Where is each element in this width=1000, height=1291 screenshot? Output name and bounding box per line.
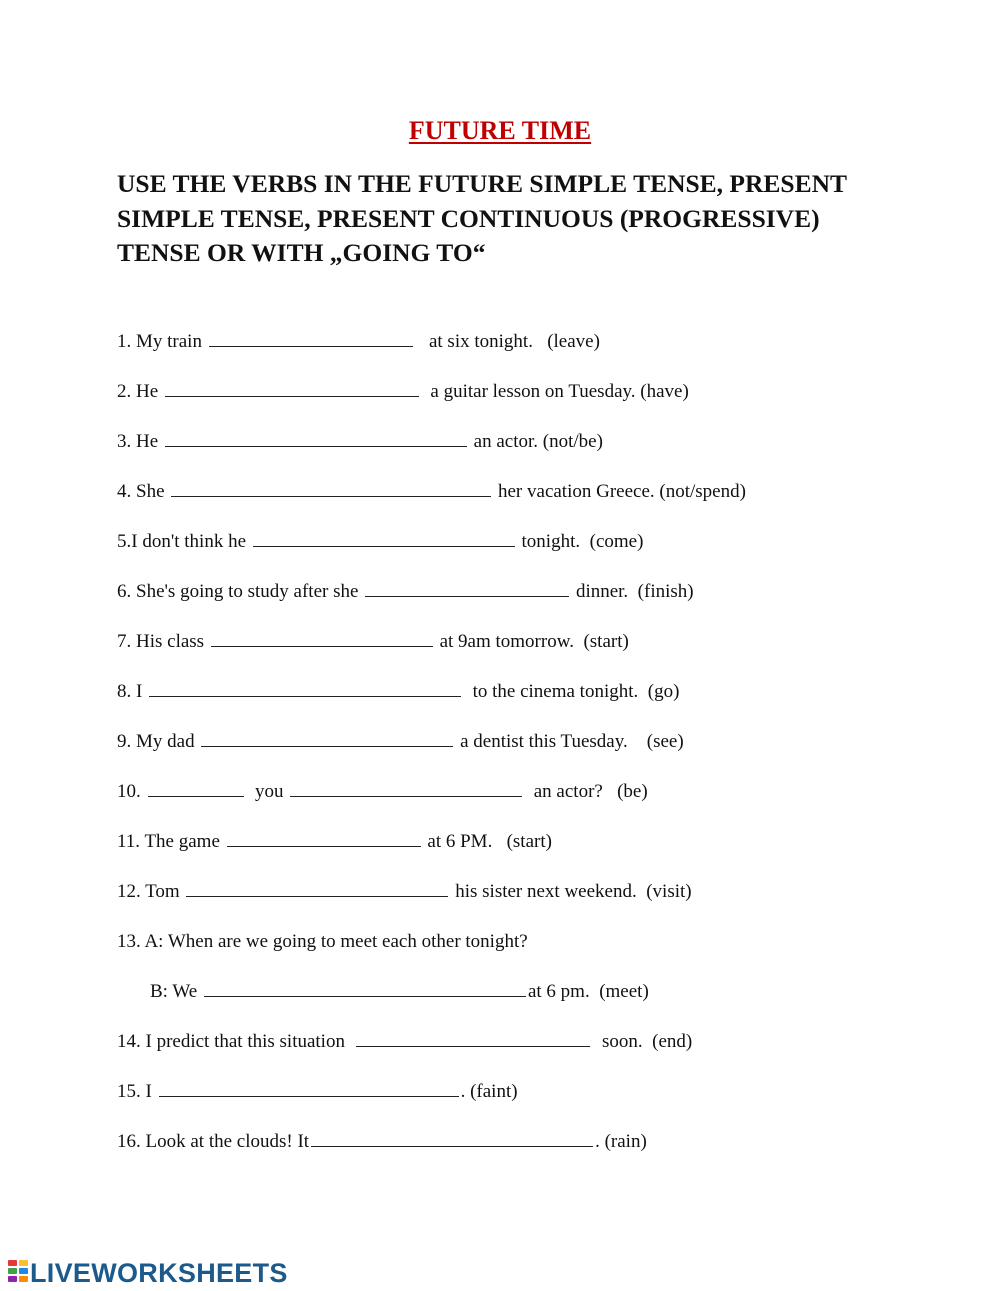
worksheet-title: FUTURE TIME: [408, 116, 592, 145]
exercise-12-blank[interactable]: [186, 882, 448, 897]
exercise-4-text-after: her vacation Greece. (not/spend): [493, 481, 746, 502]
exercise-13-answer: [150, 980, 649, 1004]
exercise-5: [117, 530, 643, 554]
exercise-2: [117, 380, 689, 404]
exercise-14-text-after: soon. (end): [592, 1031, 693, 1052]
exercise-12: [117, 880, 692, 904]
instructions: USE THE VERBS IN THE FUTURE SIMPLE TENSE, PRESENT SIMPLE TENSE, PRESENT CONTINUOUS (PROGRESSIVE) TENSE OR WITH „GOING TO“: [117, 169, 847, 267]
exercise-15-text-after: . (faint): [460, 1081, 518, 1102]
exercise-3-text-before: 3. He: [117, 431, 163, 452]
exercise-9-blank[interactable]: [201, 732, 453, 747]
exercise-1-blank[interactable]: [209, 332, 413, 347]
exercise-10-blank-1[interactable]: [148, 782, 244, 797]
exercise-5-text-after: tonight. (come): [516, 531, 644, 552]
exercise-7-text-before: 7. His class: [117, 631, 209, 652]
exercise-12-text-before: 12. Tom: [117, 881, 185, 902]
exercise-8-blank[interactable]: [149, 682, 461, 697]
exercise-5-text-before: 5.I don't think he: [117, 531, 251, 552]
exercise-16: [117, 1130, 647, 1154]
liveworksheets-logo-icon: [8, 1260, 28, 1286]
exercise-14-blank[interactable]: [356, 1032, 590, 1047]
exercise-8-text-before: 8. I: [117, 681, 148, 702]
exercise-13b-text-after: at 6 pm. (meet): [527, 981, 649, 1002]
exercise-4-blank[interactable]: [171, 482, 491, 497]
exercise-11-text-after: at 6 PM. (start): [422, 831, 552, 852]
exercise-10-text-middle: you: [245, 781, 289, 802]
exercise-8-text-after: to the cinema tonight. (go): [463, 681, 680, 702]
exercise-9-text-before: 9. My dad: [117, 731, 200, 752]
exercise-7: [117, 630, 629, 654]
exercise-12-text-after: his sister next weekend. (visit): [450, 881, 692, 902]
exercise-1-text-before: 1. My train: [117, 331, 207, 352]
exercise-11: [117, 830, 552, 854]
exercise-6-text-after: dinner. (finish): [571, 581, 694, 602]
exercise-6-text-before: 6. She's going to study after she: [117, 581, 364, 602]
exercise-6-blank[interactable]: [365, 582, 569, 597]
exercise-11-text-before: 11. The game: [117, 831, 225, 852]
exercise-10-blank-2[interactable]: [290, 782, 522, 797]
exercise-3-blank[interactable]: [165, 432, 467, 447]
exercise-4-text-before: 4. She: [117, 481, 170, 502]
exercise-8: [117, 680, 679, 704]
liveworksheets-logo[interactable]: [8, 1258, 288, 1288]
exercise-2-blank[interactable]: [165, 382, 419, 397]
exercise-10: [117, 780, 648, 804]
exercise-9: [117, 730, 684, 754]
exercise-7-blank[interactable]: [211, 632, 433, 647]
exercise-14: [117, 1030, 692, 1054]
exercise-3: [117, 430, 603, 454]
exercise-11-blank[interactable]: [227, 832, 421, 847]
exercise-10-text-before: 10.: [117, 781, 146, 802]
exercise-14-text-before: 14. I predict that this situation: [117, 1031, 355, 1052]
exercise-1: [117, 330, 600, 354]
liveworksheets-brand-text: LIVEWORKSHEETS: [30, 1258, 288, 1288]
exercise-10-text-after: an actor? (be): [524, 781, 648, 802]
exercise-2-text-after: a guitar lesson on Tuesday. (have): [420, 381, 689, 402]
exercise-13-question: [117, 930, 528, 954]
exercise-3-text-after: an actor. (not/be): [468, 431, 603, 452]
exercise-16-blank[interactable]: [311, 1132, 593, 1147]
exercise-16-text-before: 16. Look at the clouds! It: [117, 1131, 310, 1152]
exercise-15-text-before: 15. I: [117, 1081, 157, 1102]
exercise-15: [117, 1080, 518, 1104]
exercise-1-text-after: at six tonight. (leave): [414, 331, 600, 352]
exercise-9-text-after: a dentist this Tuesday. (see): [455, 731, 684, 752]
exercise-16-text-after: . (rain): [595, 1131, 647, 1152]
exercise-7-text-after: at 9am tomorrow. (start): [434, 631, 629, 652]
exercise-5-blank[interactable]: [253, 532, 515, 547]
exercise-6: [117, 580, 694, 604]
exercise-2-text-before: 2. He: [117, 381, 163, 402]
exercise-13b-text-before: B: We: [150, 981, 202, 1002]
exercise-15-blank[interactable]: [159, 1082, 459, 1097]
exercise-13-blank[interactable]: [204, 982, 526, 997]
exercise-13-text: 13. A: When are we going to meet each other tonight?: [117, 931, 528, 952]
exercise-4: [117, 480, 746, 504]
